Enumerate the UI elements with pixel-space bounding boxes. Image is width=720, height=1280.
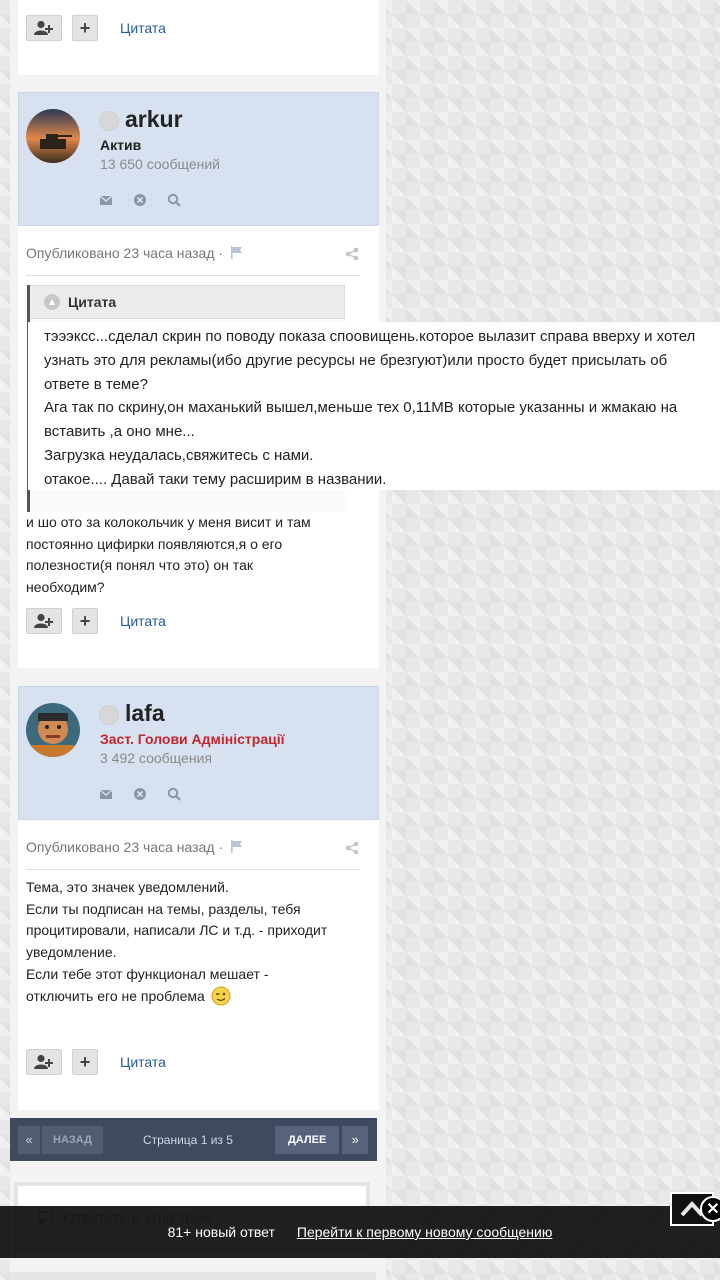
new-replies-count: 81+ новый ответ xyxy=(167,1224,275,1240)
plus-button[interactable] xyxy=(72,1049,98,1075)
post-actions xyxy=(26,1049,166,1075)
page-info[interactable]: Страница 1 из 5 xyxy=(142,1132,233,1147)
plus-button[interactable] xyxy=(72,608,98,634)
envelope-icon[interactable] xyxy=(99,787,113,801)
flag-icon[interactable] xyxy=(230,246,244,259)
avatar[interactable] xyxy=(26,109,80,163)
content-column xyxy=(10,0,386,1280)
post-line: процитировали, написали ЛС и т.д. - приходит xyxy=(26,922,328,939)
quote-body xyxy=(28,322,720,490)
post-line: уведомление. xyxy=(26,944,117,961)
post-body xyxy=(26,877,366,1007)
divider xyxy=(26,869,360,870)
quote-line: Загрузка неудалась,свяжитесь с нами. xyxy=(44,446,314,464)
quote-line: отакое.... Давай таки тему расширим в названии. xyxy=(44,470,387,488)
post-line: полезности(я понял что это) он так xyxy=(26,557,253,574)
follow-user-icon xyxy=(34,20,54,36)
last-page-button[interactable] xyxy=(342,1126,368,1154)
follow-user-icon xyxy=(34,1054,54,1070)
share-icon[interactable] xyxy=(345,841,359,855)
search-icon[interactable] xyxy=(167,193,181,207)
follow-button[interactable] xyxy=(26,1049,62,1075)
back-button[interactable]: НАЗАД xyxy=(42,1126,103,1154)
status-indicator xyxy=(99,705,119,725)
quote-link[interactable]: Цитата xyxy=(120,1054,166,1070)
post-line: постоянно цифирки появляются,я о его xyxy=(26,535,283,552)
quote-line: тэээксс...сделал скрин по поводу показа споовищень.которое вылазит справа вверху и хотел xyxy=(44,328,696,345)
post-date: Опубликовано 23 часа назад · xyxy=(26,839,224,855)
post-line: и шо ото за колокольчик у меня висит и там xyxy=(26,514,311,530)
post-actions xyxy=(26,15,166,41)
post-line: Если тебе этот функционал мешает - xyxy=(26,965,269,982)
chevron-right-icon: » xyxy=(351,1132,359,1147)
envelope-icon[interactable] xyxy=(99,193,113,207)
next-button[interactable]: ДАЛЕЕ xyxy=(275,1126,339,1154)
ignore-icon[interactable] xyxy=(133,193,147,207)
post-meta xyxy=(26,839,244,855)
follow-button[interactable] xyxy=(26,15,62,41)
plus-icon: + xyxy=(79,1051,91,1072)
status-indicator xyxy=(99,111,119,131)
author-tools xyxy=(99,193,181,207)
author-panel xyxy=(18,686,379,820)
new-replies-toast xyxy=(0,1206,720,1258)
plus-icon: + xyxy=(79,17,91,38)
quote-link[interactable]: Цитата xyxy=(120,20,166,36)
quote-line: Ага так по скрину,он маханький вышел,меньше тех 0,11МВ которые указанны и жмакаю на xyxy=(44,399,678,417)
quote-header[interactable] xyxy=(30,285,345,319)
plus-button[interactable] xyxy=(72,15,98,41)
author-post-count: 3 492 сообщения xyxy=(100,750,212,766)
quote-line: узнать это для рекламы(ибо другие ресурсы не брезгуют)или просто будет присылать об xyxy=(44,351,668,369)
search-icon[interactable] xyxy=(167,787,181,801)
previous-post-card xyxy=(18,0,379,75)
next-card-edge xyxy=(10,1272,376,1280)
close-icon: ✕ xyxy=(706,1201,720,1218)
post-line: Если ты подписан на темы, разделы, тебя xyxy=(26,900,301,917)
quote-line: ответе в теме? xyxy=(44,375,148,393)
author-panel xyxy=(18,92,379,226)
flag-icon[interactable] xyxy=(230,840,244,853)
post-lafa xyxy=(18,686,379,1110)
post-line-with-emoji xyxy=(26,986,366,1008)
author-name[interactable]: arkur xyxy=(125,106,183,132)
first-page-button[interactable] xyxy=(18,1126,40,1154)
author-tools xyxy=(99,787,181,801)
post-date: Опубликовано 23 часа назад · xyxy=(26,245,224,261)
follow-user-icon xyxy=(34,613,54,629)
post-body xyxy=(26,512,356,599)
post-line: отключить его не проблема xyxy=(26,987,205,1004)
post-actions xyxy=(26,608,166,634)
pagination-bar xyxy=(10,1118,377,1161)
share-icon[interactable] xyxy=(345,247,359,261)
author-rank: Заст. Голови Адміністрації xyxy=(100,731,285,747)
plus-icon: + xyxy=(79,610,91,631)
author-name[interactable]: lafa xyxy=(125,700,165,726)
author-post-count: 13 650 сообщений xyxy=(100,156,220,172)
post-meta xyxy=(26,245,244,261)
author-rank: Актив xyxy=(100,137,142,153)
quote-header-label: Цитата xyxy=(68,294,117,310)
chevron-left-icon: « xyxy=(25,1132,33,1147)
go-to-first-new-link[interactable]: Перейти к первому новому сообщению xyxy=(296,1224,553,1240)
divider xyxy=(26,275,360,276)
close-toast-button[interactable] xyxy=(700,1196,720,1222)
avatar[interactable] xyxy=(26,703,80,757)
post-line: Тема, это значек уведомлений. xyxy=(26,879,229,895)
post-line: необходим? xyxy=(26,579,105,596)
wink-emoji-icon xyxy=(211,986,231,1006)
ignore-icon[interactable] xyxy=(133,787,147,801)
quote-line: вставить ,а оно мне... xyxy=(44,423,195,441)
quote-link[interactable]: Цитата xyxy=(120,613,166,629)
follow-button[interactable] xyxy=(26,608,62,634)
chevron-up-icon: ▲ xyxy=(44,294,60,310)
